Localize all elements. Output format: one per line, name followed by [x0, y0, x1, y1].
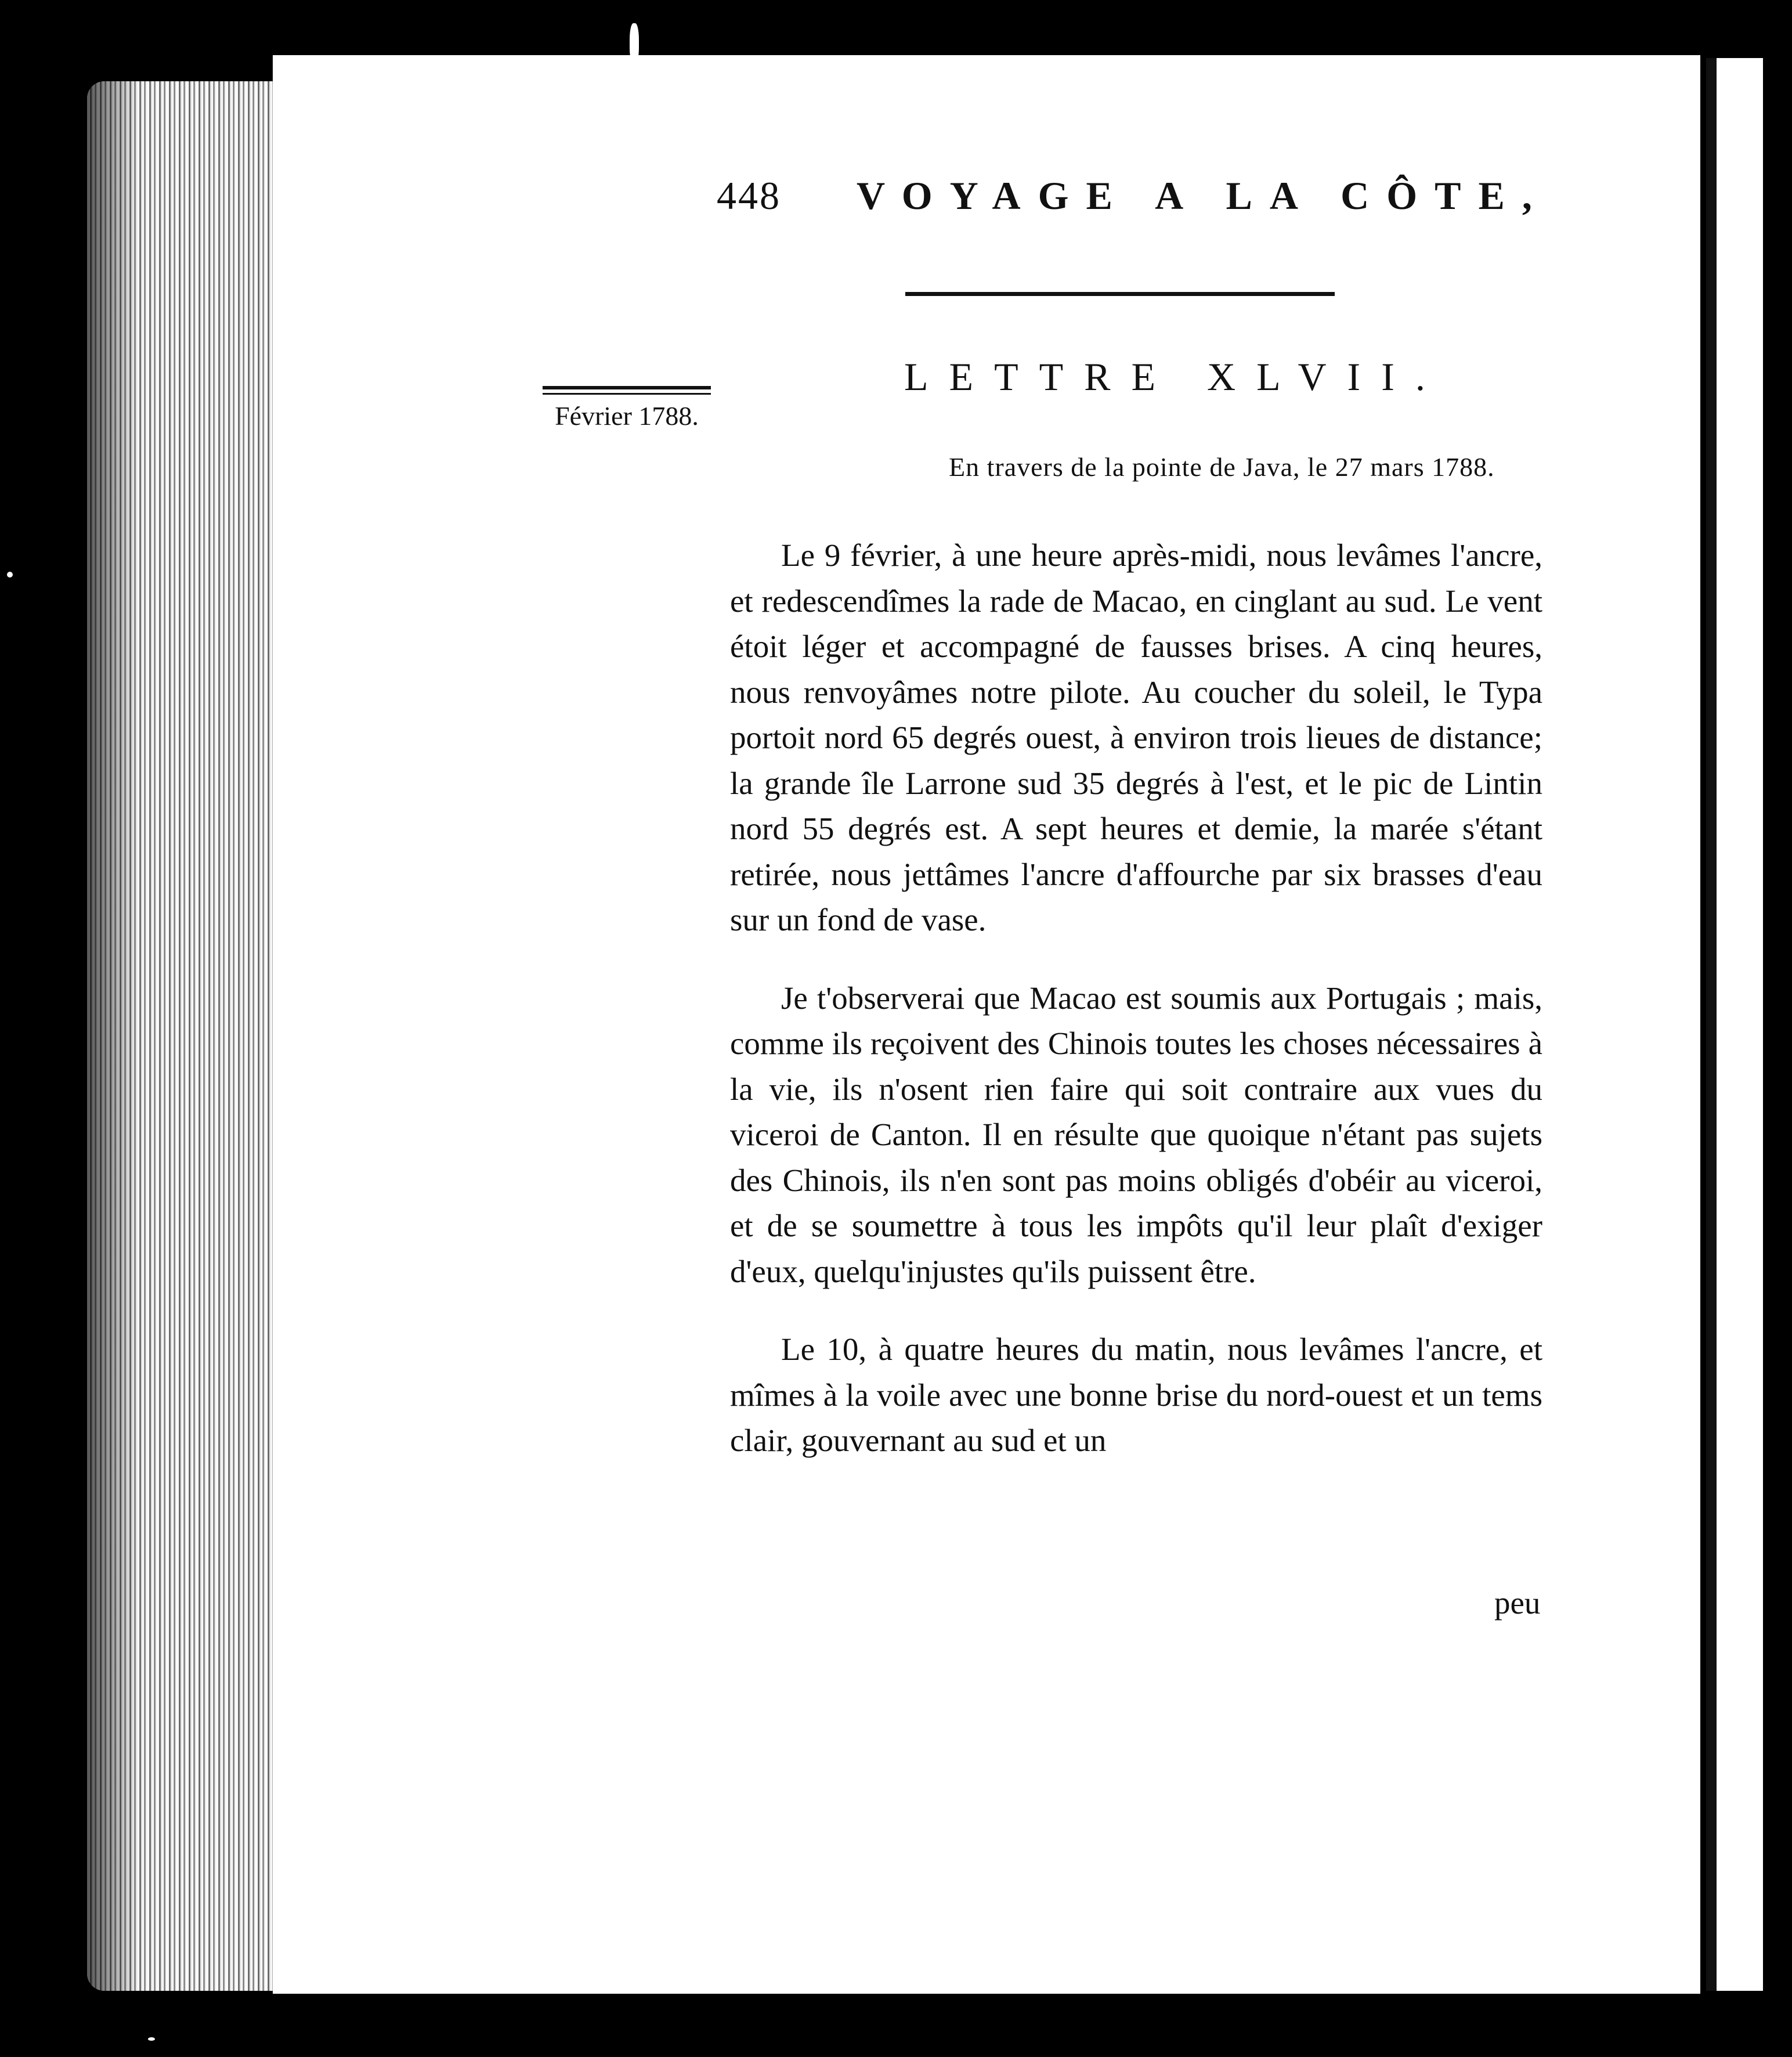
scan-dust-mark — [7, 572, 13, 578]
page-number: 448 — [717, 174, 781, 218]
letter-body — [730, 533, 1542, 1496]
running-header — [717, 173, 1549, 219]
paragraph: Le 10, à quatre heures du matin, nous levâmes l'ancre, et mîmes à la voile avec une bonne brise du nord-ouest et un tems clair, gouvernant au sud et un — [730, 1331, 1542, 1458]
running-title: VOYAGE A LA CÔTE, — [857, 174, 1549, 218]
letter-dateline: En travers de la pointe de Java, le 27 mars 1788. — [949, 452, 1495, 482]
catchword: peu — [1494, 1585, 1541, 1621]
next-page-edge — [1706, 58, 1763, 1991]
scan-dust-mark — [630, 23, 639, 64]
paragraph: Je t'observerai que Macao est soumis aux Portugais ; mais, comme ils reçoivent des Chinois toutes les choses nécessaires à la vie, ils n'osent rien faire qui soit contraire aux vues du viceroi de Canton. Il en résulte que quoique n'étant pas sujets des Chinois, ils n'en sont pas moins obligés d'obéir au viceroi, et de se soumettre à tous les impôts qu'il leur plaît d'exiger d'eux, quelqu'injustes qu'ils puissent être. — [730, 980, 1542, 1289]
margin-note-date: Février 1788. — [555, 401, 699, 431]
header-rule — [905, 292, 1335, 296]
margin-note — [543, 386, 711, 431]
book-spine-shadow — [87, 81, 139, 1991]
margin-note-rule-thin — [543, 393, 711, 395]
margin-note-rule-thick — [543, 386, 711, 389]
scan-dust-mark — [148, 2037, 155, 2041]
paragraph: Le 9 février, à une heure après-midi, nous levâmes l'ancre, et redescendîmes la rade de Macao, en cinglant au sud. Le vent étoit léger et accompagné de fausses brises. A cinq heures, nous renvoyâmes notre pilote. Au coucher du soleil, le Typa portoit nord 65 degrés ouest, à environ trois lieues de distance; la grande île Larrone sud 35 degrés à l'est, et le pic de Lintin nord 55 degrés est. A sept heures et demie, la marée s'étant retirée, nous jettâmes l'ancre d'affourche par six brasses d'eau sur un fond de vase. — [730, 537, 1542, 937]
letter-title: LETTRE XLVII. — [904, 355, 1446, 399]
